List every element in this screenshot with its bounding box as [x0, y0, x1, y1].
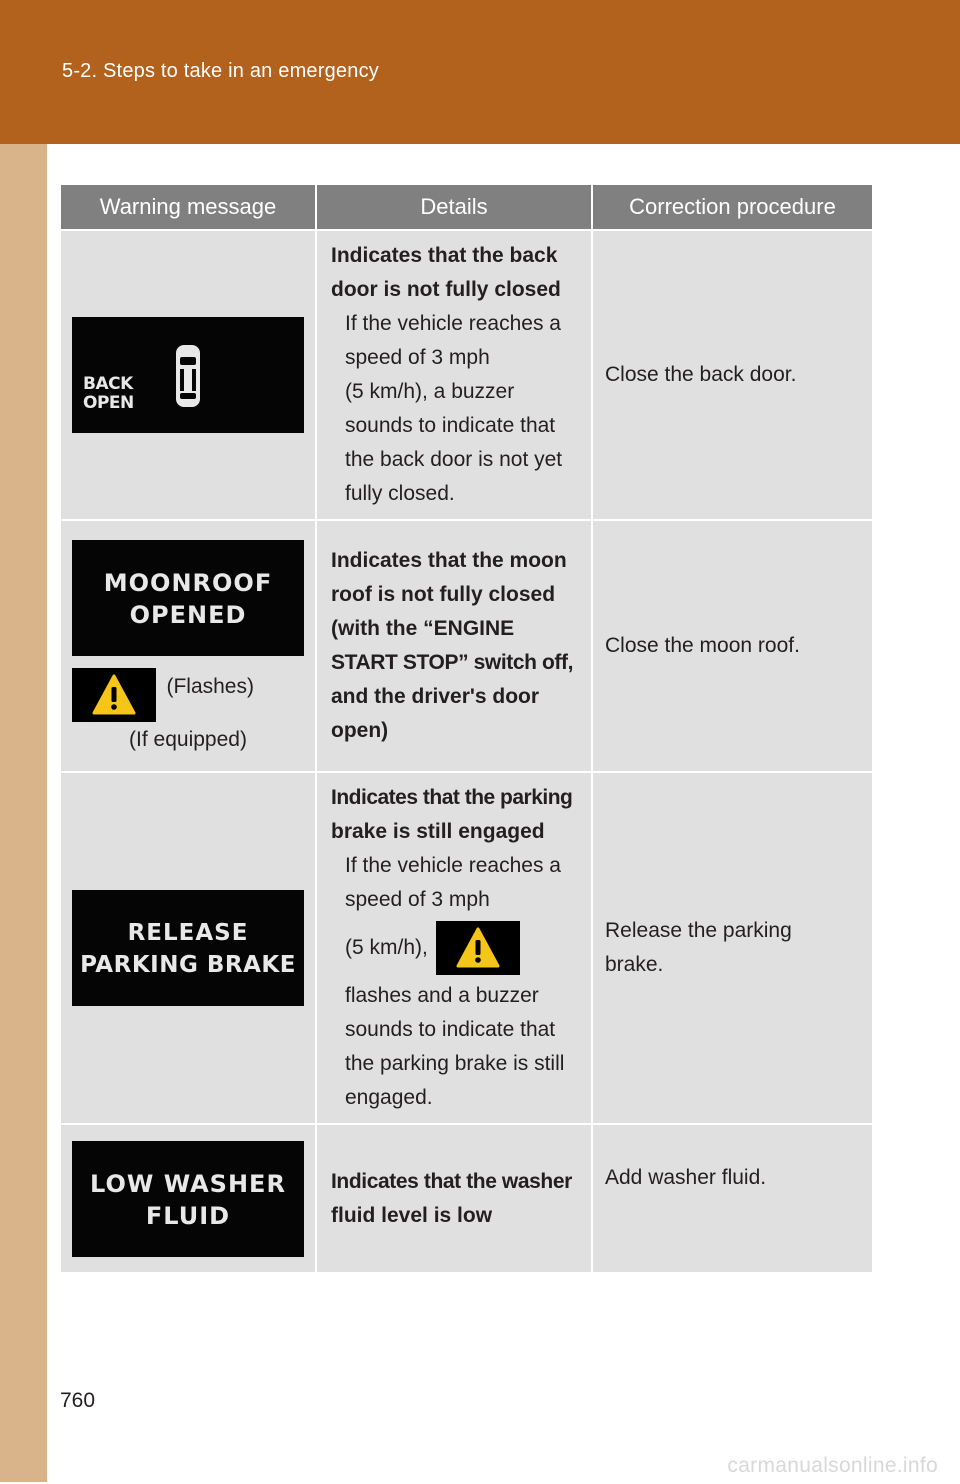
display-text: PARKING BRAKE [80, 952, 296, 978]
display-text: OPENED [129, 601, 247, 629]
watermark: carmanualsonline.info [727, 1454, 938, 1477]
low-washer-fluid-display [72, 1141, 304, 1257]
table-row [61, 230, 872, 520]
table-row [61, 772, 872, 1124]
display-text: LOW WASHER [90, 1169, 286, 1198]
details-heading: (with the “ENGINE [331, 617, 515, 640]
details-text: speed of 3 mph [345, 346, 490, 369]
details-text: (5 km/h), [345, 936, 428, 959]
details-text: speed of 3 mph [345, 888, 490, 911]
correction-text: Add washer fluid. [605, 1166, 767, 1189]
correction-text: Release the parking [605, 919, 792, 942]
details-heading: Indicates that the parking [331, 786, 573, 809]
moonroof-opened-display [72, 540, 304, 656]
warning-message-cell [61, 230, 316, 520]
display-text: FLUID [145, 1201, 231, 1230]
details-text: flashes and a buzzer [345, 984, 539, 1007]
details-cell [316, 1124, 592, 1272]
details-heading: brake is still engaged [331, 820, 545, 843]
details-text: the parking brake is still [345, 1052, 565, 1075]
details-text: If the vehicle reaches a [345, 854, 561, 877]
correction-text: Close the moon roof. [605, 634, 800, 657]
details-heading: roof is not fully closed [331, 583, 556, 606]
correction-text: brake. [605, 953, 664, 976]
column-header: Correction procedure [592, 185, 872, 230]
details-heading: and the driver's door [331, 685, 540, 708]
flashes-note: (Flashes) [166, 675, 254, 698]
warning-triangle-icon [72, 668, 156, 722]
details-heading: Indicates that the back [331, 244, 558, 267]
page-number: 760 [60, 1389, 96, 1412]
details-cell [316, 520, 592, 772]
back-open-display [72, 317, 304, 433]
correction-cell [592, 520, 872, 772]
table-row [61, 520, 872, 772]
display-text: BACK [83, 374, 133, 394]
details-heading: Indicates that the moon [331, 549, 567, 572]
details-heading: START STOP” switch off, [331, 651, 574, 674]
details-text: the back door is not yet [345, 448, 563, 471]
correction-cell [592, 772, 872, 1124]
warning-message-cell [61, 520, 316, 772]
equipped-note: (If equipped) [129, 728, 247, 751]
table-header-row [61, 185, 872, 230]
warning-triangle-icon [436, 921, 520, 975]
display-text: MOONROOF [103, 569, 273, 597]
page-header [0, 0, 960, 144]
details-cell [316, 772, 592, 1124]
section-title: 5-2. Steps to take in an emergency [62, 60, 379, 82]
details-cell [316, 230, 592, 520]
column-header: Warning message [61, 185, 316, 230]
release-parking-brake-display [72, 890, 304, 1006]
details-text: sounds to indicate that [345, 414, 556, 437]
details-text: fully closed. [345, 482, 455, 505]
correction-text: Close the back door. [605, 363, 797, 386]
warning-message-cell [61, 1124, 316, 1272]
display-text: OPEN [83, 393, 134, 413]
details-heading: fluid level is low [331, 1203, 493, 1227]
table-row [61, 1124, 872, 1272]
details-text: If the vehicle reaches a [345, 312, 561, 335]
side-strip [0, 144, 47, 1482]
warning-message-cell [61, 772, 316, 1124]
car-top-view-icon [173, 343, 203, 409]
details-heading: Indicates that the washer [331, 1169, 572, 1193]
display-text: RELEASE [127, 920, 249, 946]
correction-cell [592, 230, 872, 520]
column-header: Details [316, 185, 592, 230]
details-text: sounds to indicate that [345, 1018, 556, 1041]
details-text: (5 km/h), a buzzer [345, 380, 515, 403]
details-heading: open) [331, 719, 389, 742]
details-text: engaged. [345, 1086, 433, 1109]
details-heading: door is not fully closed [331, 278, 561, 301]
warning-table [61, 185, 872, 1272]
correction-cell [592, 1124, 872, 1272]
